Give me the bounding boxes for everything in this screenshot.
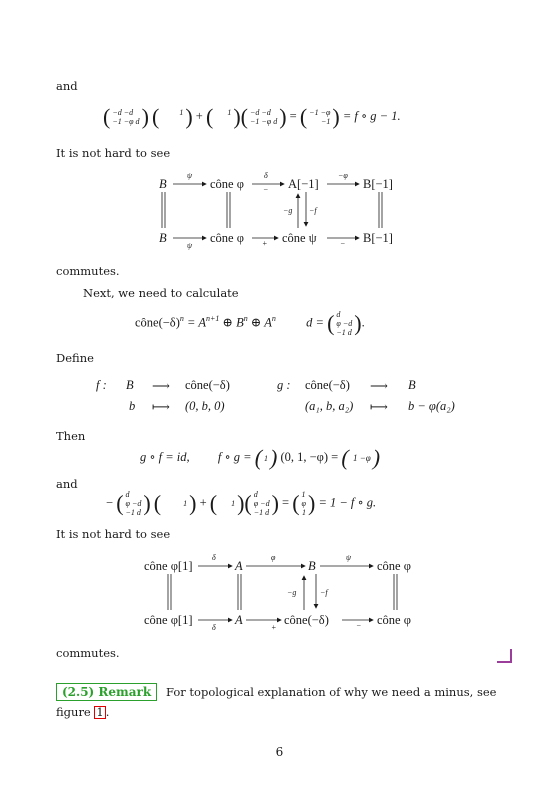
svg-text:ψ: ψ xyxy=(187,241,192,250)
paragraph-and: and xyxy=(56,79,78,93)
node-b-top: B xyxy=(159,177,167,191)
svg-text:−: − xyxy=(340,239,346,248)
commutative-diagram-1 xyxy=(150,170,410,252)
paragraph-not-hard-2: It is not hard to see xyxy=(56,527,171,541)
equation-1: ( −d −d −1 −φ d ) ( 1 ) + ( 1 )( −d −d −1 −φ d ) = ( −1 −φ −1 ) = f ∘ g − 1. xyxy=(103,104,401,129)
page-number: 6 xyxy=(275,745,284,759)
svg-text:ψ: ψ xyxy=(187,171,192,180)
node-cone-phi-bottom: cône φ xyxy=(210,231,244,245)
node-b-minus-1-bottom: B[−1] xyxy=(363,231,393,245)
equation-2: − ( d φ −d −1 d ) ( 1 ) + ( 1 )( d φ −d −1 d ) = ( 1 φ 1 ) = 1 − f ∘ g. xyxy=(106,490,377,517)
node-cone-phi-bottom-2: cône φ xyxy=(377,613,411,627)
map-f-mapsto: ⟼ xyxy=(152,400,170,414)
node-cone-phi-1-top: cône φ[1] xyxy=(144,559,193,573)
svg-text:δ: δ xyxy=(212,553,216,562)
commutative-diagram-2 xyxy=(140,552,430,634)
map-g-elem: (a₁, b, a₂) xyxy=(305,399,354,413)
node-b-minus-1-top: B[−1] xyxy=(363,177,393,191)
node-cone-minus-delta: cône(−δ) xyxy=(284,613,329,627)
map-f-img: (0, b, 0) xyxy=(185,399,225,413)
node-a-top: A xyxy=(235,559,243,573)
svg-text:δ: δ xyxy=(264,171,268,180)
node-cone-phi-1-bottom: cône φ[1] xyxy=(144,613,193,627)
svg-text:φ: φ xyxy=(271,553,276,562)
map-f-dom: B xyxy=(126,378,134,392)
paragraph-then: Then xyxy=(56,429,86,443)
remark-continuation: figure 1 . xyxy=(56,705,110,719)
svg-text:+: + xyxy=(262,239,268,248)
figure-reference-link[interactable]: 1 xyxy=(96,705,104,719)
map-f-elem: b xyxy=(129,399,136,413)
then-equation: g ∘ f = id, f ∘ g = ( 1 ) (0, 1, −φ) = ( 1 −φ ) xyxy=(140,445,381,470)
svg-text:−g: −g xyxy=(287,588,297,597)
node-b-bottom: B xyxy=(159,231,167,245)
paragraph-not-hard-1: It is not hard to see xyxy=(56,146,171,160)
node-b-top-2: B xyxy=(308,559,316,573)
map-g-arrow: ⟶ xyxy=(370,379,388,393)
map-f-arrow: ⟶ xyxy=(152,379,170,393)
node-a-minus-1: A[−1] xyxy=(288,177,319,191)
paragraph-commutes-2: commutes. xyxy=(56,646,120,660)
svg-text:+: + xyxy=(271,623,277,632)
map-f-line-1: f : xyxy=(96,378,107,392)
remark-label[interactable]: (2.5) Remark xyxy=(56,683,157,701)
remark-text: For topological explanation of why we need a minus, see xyxy=(166,685,497,699)
svg-text:−: − xyxy=(263,185,269,194)
svg-text:ψ: ψ xyxy=(346,553,351,562)
node-cone-psi: cône ψ xyxy=(282,231,317,245)
paragraph-next: Next, we need to calculate xyxy=(83,286,239,300)
svg-text:−g: −g xyxy=(283,206,293,215)
cone-definition: $cône(-\delta)^n = A^{n+1}$ ⊕ $B^n$ ⊕ $A^n$ d = ( d φ −d −1 d ). xyxy=(135,310,365,337)
node-a-bottom: A xyxy=(235,613,243,627)
svg-text:−f: −f xyxy=(320,588,328,597)
svg-text:−φ: −φ xyxy=(338,171,348,180)
map-g-cod: B xyxy=(408,378,416,392)
end-of-proof-mark xyxy=(497,649,512,663)
map-g-label: g : xyxy=(277,378,291,392)
map-f-cod: cône(−δ) xyxy=(185,378,230,392)
paragraph-commutes-1: commutes. xyxy=(56,264,120,278)
paragraph-define: Define xyxy=(56,351,94,365)
node-cone-phi-top-2: cône φ xyxy=(377,559,411,573)
paragraph-and-2: and xyxy=(56,477,78,491)
node-cone-phi-top: cône φ xyxy=(210,177,244,191)
map-g-img: b − φ(a₂) xyxy=(408,399,455,413)
map-g-dom: cône(−δ) xyxy=(305,378,350,392)
svg-text:−f: −f xyxy=(309,206,317,215)
map-g-mapsto: ⟼ xyxy=(370,400,388,414)
svg-text:δ: δ xyxy=(212,623,216,632)
svg-text:−: − xyxy=(356,621,362,630)
